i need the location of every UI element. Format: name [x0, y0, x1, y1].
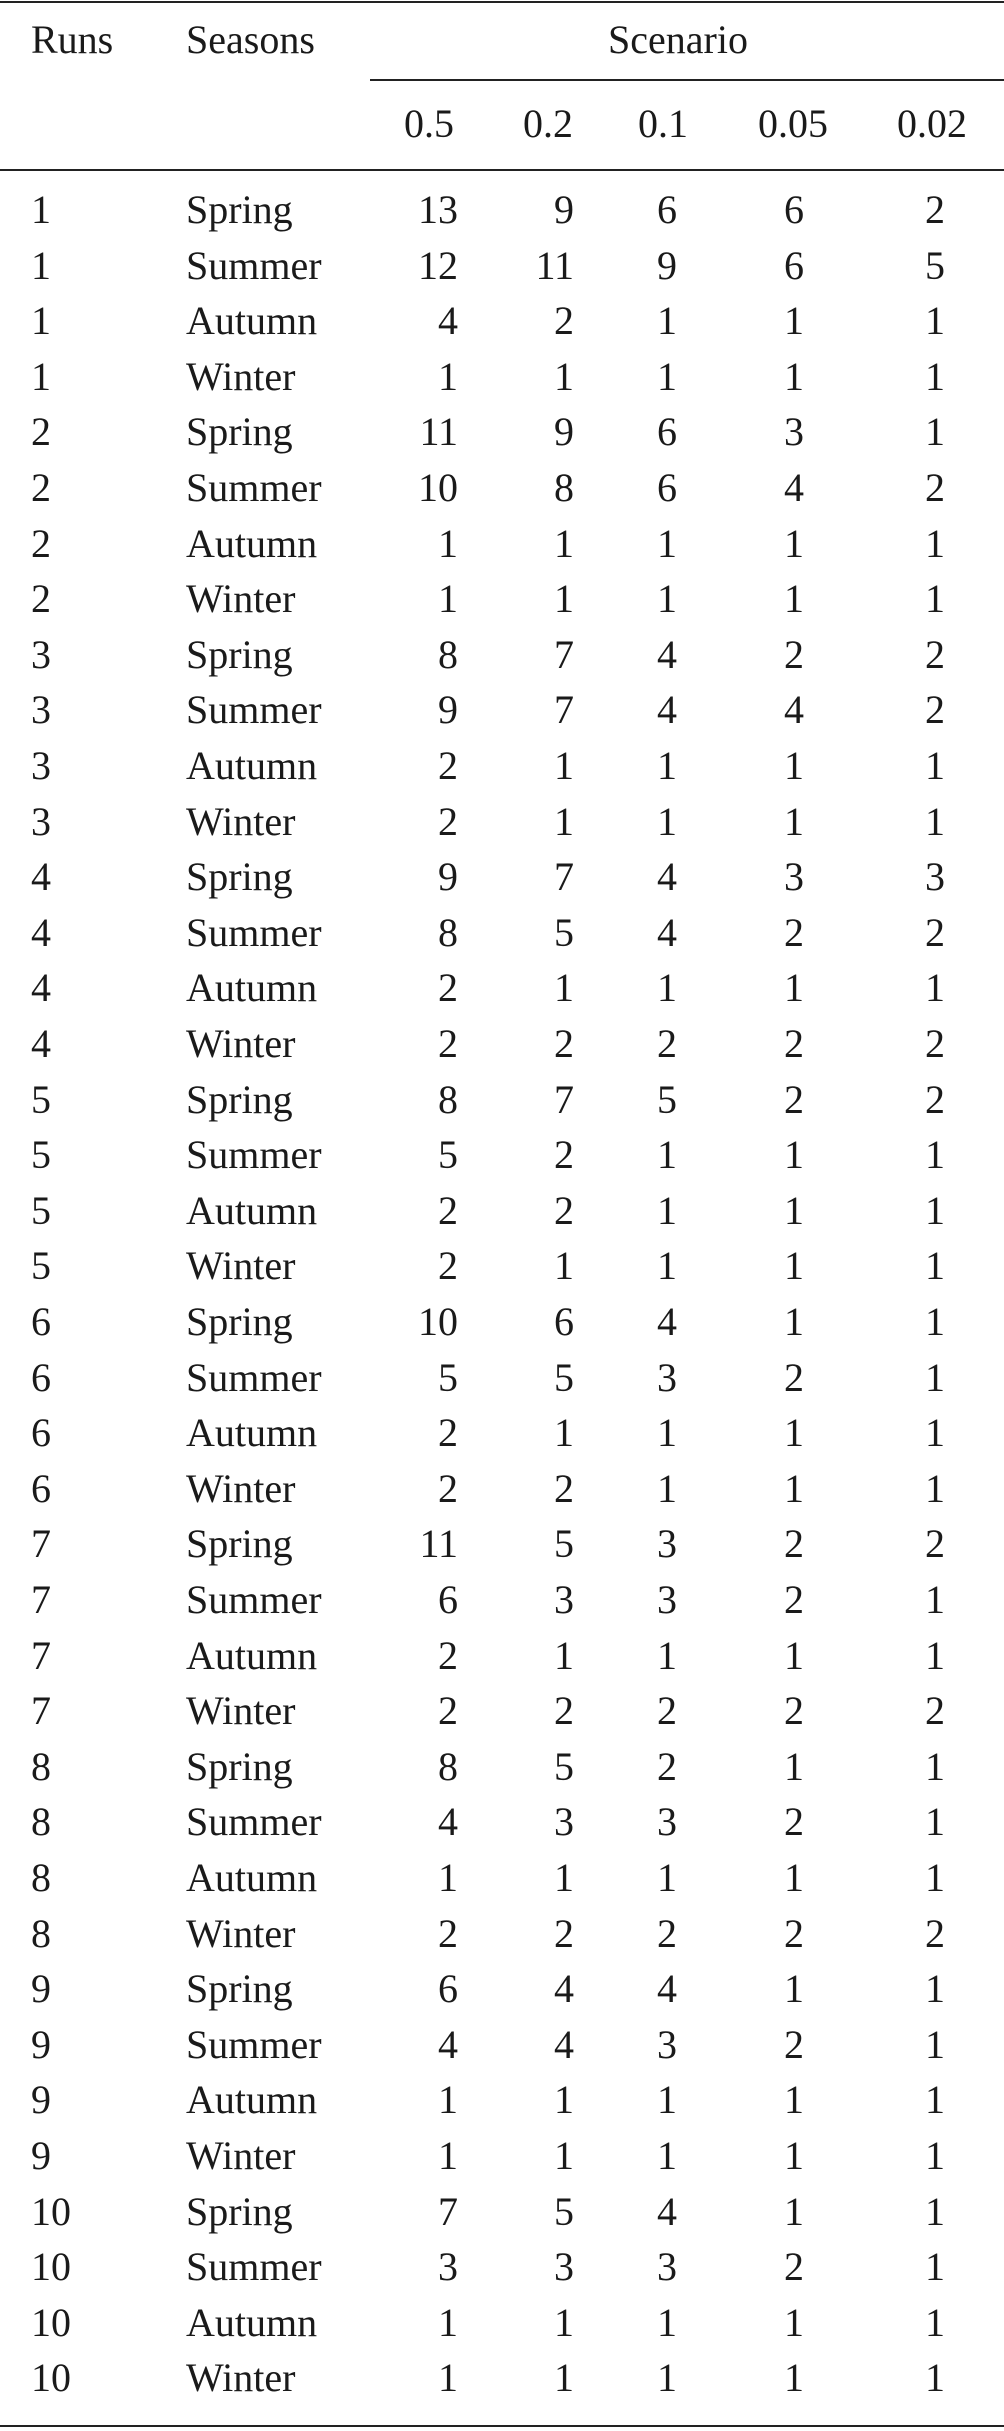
cell-scenario-0-5: 2 — [438, 743, 458, 788]
cell-scenario-0-02: 2 — [925, 632, 945, 677]
cell-scenario-0-05: 1 — [784, 1744, 804, 1789]
cell-season: Autumn — [186, 965, 318, 1010]
cell-scenario-0-1: 3 — [657, 1577, 677, 1622]
cell-scenario-0-02: 2 — [925, 687, 945, 732]
cell-season: Spring — [186, 187, 293, 232]
cell-scenario-0-05: 1 — [784, 1188, 804, 1233]
cell-scenario-0-1: 1 — [657, 743, 677, 788]
cell-scenario-0-02: 1 — [925, 2355, 945, 2400]
cell-scenario-0-2: 2 — [554, 298, 574, 343]
cell-scenario-0-1: 1 — [657, 1410, 677, 1455]
cell-season: Spring — [186, 1299, 293, 1344]
cell-scenario-0-5: 9 — [438, 687, 458, 732]
cell-scenario-0-1: 1 — [657, 1188, 677, 1233]
cell-scenario-0-05: 1 — [784, 1966, 804, 2011]
cell-scenario-0-2: 11 — [535, 243, 574, 288]
cell-scenario-0-5: 2 — [438, 1911, 458, 1956]
cell-scenario-0-05: 1 — [784, 2077, 804, 2122]
cell-runs: 5 — [31, 1243, 51, 1288]
cell-runs: 6 — [31, 1466, 51, 1511]
header-scenario-4: 0.02 — [897, 101, 967, 146]
cell-scenario-0-5: 8 — [438, 1077, 458, 1122]
cell-scenario-0-2: 1 — [554, 2133, 574, 2178]
cell-scenario-0-02: 1 — [925, 2133, 945, 2178]
cell-scenario-0-5: 2 — [438, 1188, 458, 1233]
cell-scenario-0-1: 1 — [657, 1466, 677, 1511]
cell-runs: 2 — [31, 576, 51, 621]
cell-runs: 7 — [31, 1688, 51, 1733]
cell-scenario-0-05: 6 — [784, 187, 804, 232]
cell-runs: 1 — [31, 187, 51, 232]
cell-scenario-0-5: 11 — [419, 1521, 458, 1566]
cell-scenario-0-5: 2 — [438, 1688, 458, 1733]
cell-scenario-0-02: 2 — [925, 187, 945, 232]
cell-runs: 1 — [31, 243, 51, 288]
cell-scenario-0-2: 7 — [554, 632, 574, 677]
cell-scenario-0-05: 3 — [784, 409, 804, 454]
cell-scenario-0-1: 1 — [657, 521, 677, 566]
header-scenario-1: 0.2 — [523, 101, 573, 146]
cell-scenario-0-05: 2 — [784, 1355, 804, 1400]
cell-runs: 10 — [31, 2244, 71, 2289]
cell-season: Summer — [186, 1577, 322, 1622]
cell-scenario-0-05: 2 — [784, 910, 804, 955]
cell-season: Winter — [186, 2355, 296, 2400]
cell-runs: 5 — [31, 1188, 51, 1233]
cell-season: Summer — [186, 687, 322, 732]
cell-season: Summer — [186, 2022, 322, 2067]
cell-scenario-0-02: 1 — [925, 965, 945, 1010]
cell-season: Winter — [186, 1466, 296, 1511]
cell-scenario-0-2: 8 — [554, 465, 574, 510]
cell-scenario-0-02: 1 — [925, 1966, 945, 2011]
cell-scenario-0-2: 4 — [554, 1966, 574, 2011]
cell-scenario-0-05: 1 — [784, 576, 804, 621]
cell-scenario-0-2: 5 — [554, 1521, 574, 1566]
cell-runs: 8 — [31, 1799, 51, 1844]
cell-scenario-0-02: 1 — [925, 1299, 945, 1344]
cell-scenario-0-02: 2 — [925, 910, 945, 955]
cell-scenario-0-5: 7 — [438, 2189, 458, 2234]
cell-scenario-0-05: 6 — [784, 243, 804, 288]
cell-scenario-0-1: 3 — [657, 1799, 677, 1844]
cell-scenario-0-2: 7 — [554, 687, 574, 732]
cell-season: Winter — [186, 2133, 296, 2178]
cell-scenario-0-02: 1 — [925, 1855, 945, 1900]
cell-scenario-0-5: 5 — [438, 1132, 458, 1177]
cell-scenario-0-1: 1 — [657, 1132, 677, 1177]
header-scenario-3: 0.05 — [758, 101, 828, 146]
cell-runs: 4 — [31, 965, 51, 1010]
cell-scenario-0-1: 1 — [657, 799, 677, 844]
cell-season: Spring — [186, 1521, 293, 1566]
cell-scenario-0-5: 3 — [438, 2244, 458, 2289]
header-scenario-2: 0.1 — [638, 101, 688, 146]
cell-season: Winter — [186, 1911, 296, 1956]
cell-scenario-0-02: 1 — [925, 354, 945, 399]
cell-scenario-0-02: 1 — [925, 743, 945, 788]
cell-season: Summer — [186, 1355, 322, 1400]
cell-scenario-0-1: 4 — [657, 687, 677, 732]
cell-scenario-0-05: 1 — [784, 965, 804, 1010]
cell-runs: 4 — [31, 854, 51, 899]
cell-scenario-0-5: 8 — [438, 1744, 458, 1789]
cell-scenario-0-2: 2 — [554, 1688, 574, 1733]
cell-scenario-0-1: 4 — [657, 1299, 677, 1344]
cell-runs: 7 — [31, 1521, 51, 1566]
cell-scenario-0-02: 1 — [925, 799, 945, 844]
cell-runs: 7 — [31, 1577, 51, 1622]
cell-scenario-0-05: 1 — [784, 2300, 804, 2345]
cell-scenario-0-5: 13 — [418, 187, 458, 232]
cell-season: Spring — [186, 632, 293, 677]
cell-scenario-0-1: 4 — [657, 1966, 677, 2011]
cell-scenario-0-1: 2 — [657, 1688, 677, 1733]
cell-scenario-0-2: 5 — [554, 2189, 574, 2234]
cell-scenario-0-02: 3 — [925, 854, 945, 899]
cell-scenario-0-05: 1 — [784, 2355, 804, 2400]
cell-scenario-0-05: 1 — [784, 743, 804, 788]
cell-scenario-0-5: 4 — [438, 1799, 458, 1844]
cell-season: Winter — [186, 576, 296, 621]
cell-season: Winter — [186, 1021, 296, 1066]
cell-scenario-0-02: 1 — [925, 521, 945, 566]
cell-scenario-0-05: 1 — [784, 2189, 804, 2234]
cell-scenario-0-5: 2 — [438, 965, 458, 1010]
cell-runs: 8 — [31, 1855, 51, 1900]
cell-scenario-0-1: 1 — [657, 1855, 677, 1900]
cell-scenario-0-02: 1 — [925, 1243, 945, 1288]
cell-runs: 6 — [31, 1355, 51, 1400]
cell-scenario-0-2: 3 — [554, 1799, 574, 1844]
cell-scenario-0-2: 1 — [554, 576, 574, 621]
cell-scenario-0-05: 1 — [784, 521, 804, 566]
cell-season: Summer — [186, 2244, 322, 2289]
cell-scenario-0-02: 2 — [925, 1021, 945, 1066]
cell-season: Summer — [186, 1132, 322, 1177]
cell-scenario-0-1: 2 — [657, 1021, 677, 1066]
cell-scenario-0-02: 1 — [925, 1577, 945, 1622]
cell-runs: 3 — [31, 687, 51, 732]
header-seasons: Seasons — [186, 17, 315, 62]
cell-scenario-0-1: 1 — [657, 2355, 677, 2400]
cell-scenario-0-02: 2 — [925, 1077, 945, 1122]
header-scenario-0: 0.5 — [404, 101, 454, 146]
cell-runs: 7 — [31, 1633, 51, 1678]
cell-scenario-0-02: 1 — [925, 576, 945, 621]
cell-runs: 10 — [31, 2300, 71, 2345]
cell-season: Autumn — [186, 1410, 318, 1455]
cell-scenario-0-5: 2 — [438, 799, 458, 844]
cell-season: Spring — [186, 1966, 293, 2011]
cell-scenario-0-05: 1 — [784, 799, 804, 844]
cell-runs: 9 — [31, 2133, 51, 2178]
bottom-rule — [0, 2425, 1004, 2427]
cell-season: Autumn — [186, 1855, 318, 1900]
cell-scenario-0-2: 1 — [554, 521, 574, 566]
cell-scenario-0-1: 3 — [657, 2022, 677, 2067]
cell-scenario-0-05: 2 — [784, 1577, 804, 1622]
cell-scenario-0-05: 2 — [784, 1688, 804, 1733]
cell-season: Autumn — [186, 743, 318, 788]
cell-scenario-0-2: 1 — [554, 1410, 574, 1455]
cell-scenario-0-5: 5 — [438, 1355, 458, 1400]
cell-scenario-0-2: 9 — [554, 187, 574, 232]
cell-scenario-0-02: 1 — [925, 1744, 945, 1789]
cell-scenario-0-2: 9 — [554, 409, 574, 454]
cell-scenario-0-2: 1 — [554, 1633, 574, 1678]
cell-scenario-0-2: 1 — [554, 2300, 574, 2345]
cell-scenario-0-02: 1 — [925, 1799, 945, 1844]
cell-scenario-0-2: 5 — [554, 1744, 574, 1789]
cell-scenario-0-02: 1 — [925, 1633, 945, 1678]
cell-scenario-0-02: 1 — [925, 2022, 945, 2067]
cell-runs: 4 — [31, 910, 51, 955]
cell-scenario-0-2: 1 — [554, 2355, 574, 2400]
cell-scenario-0-1: 3 — [657, 1355, 677, 1400]
cell-runs: 2 — [31, 521, 51, 566]
cell-scenario-0-2: 2 — [554, 1021, 574, 1066]
cell-scenario-0-5: 11 — [419, 409, 458, 454]
cell-scenario-0-5: 4 — [438, 298, 458, 343]
cell-runs: 9 — [31, 2022, 51, 2067]
cell-runs: 6 — [31, 1410, 51, 1455]
cell-scenario-0-5: 1 — [438, 2133, 458, 2178]
cell-scenario-0-2: 1 — [554, 799, 574, 844]
cell-scenario-0-1: 2 — [657, 1744, 677, 1789]
scenario-span-rule — [370, 79, 1004, 81]
cell-scenario-0-1: 1 — [657, 965, 677, 1010]
cell-scenario-0-02: 1 — [925, 298, 945, 343]
cell-scenario-0-05: 3 — [784, 854, 804, 899]
cell-scenario-0-5: 8 — [438, 632, 458, 677]
cell-scenario-0-5: 1 — [438, 1855, 458, 1900]
cell-scenario-0-1: 1 — [657, 298, 677, 343]
cell-season: Spring — [186, 1077, 293, 1122]
cell-scenario-0-5: 1 — [438, 576, 458, 621]
cell-season: Spring — [186, 2189, 293, 2234]
header-runs: Runs — [31, 17, 114, 62]
cell-scenario-0-05: 1 — [784, 354, 804, 399]
cell-scenario-0-1: 3 — [657, 2244, 677, 2289]
cell-season: Spring — [186, 854, 293, 899]
cell-scenario-0-05: 2 — [784, 2244, 804, 2289]
cell-scenario-0-5: 1 — [438, 2300, 458, 2345]
cell-scenario-0-02: 1 — [925, 1132, 945, 1177]
cell-runs: 3 — [31, 799, 51, 844]
cell-season: Autumn — [186, 1633, 318, 1678]
cell-season: Winter — [186, 1688, 296, 1733]
cell-scenario-0-05: 4 — [784, 465, 804, 510]
cell-scenario-0-1: 4 — [657, 854, 677, 899]
cell-season: Summer — [186, 910, 322, 955]
cell-scenario-0-5: 2 — [438, 1021, 458, 1066]
cell-scenario-0-2: 1 — [554, 743, 574, 788]
cell-runs: 2 — [31, 465, 51, 510]
cell-scenario-0-5: 1 — [438, 2355, 458, 2400]
cell-scenario-0-5: 10 — [418, 465, 458, 510]
cell-scenario-0-2: 2 — [554, 1188, 574, 1233]
cell-season: Winter — [186, 799, 296, 844]
cell-scenario-0-2: 2 — [554, 1132, 574, 1177]
cell-scenario-0-1: 4 — [657, 910, 677, 955]
cell-scenario-0-05: 2 — [784, 1799, 804, 1844]
cell-scenario-0-2: 7 — [554, 854, 574, 899]
cell-scenario-0-1: 1 — [657, 1243, 677, 1288]
cell-scenario-0-2: 3 — [554, 2244, 574, 2289]
cell-scenario-0-5: 6 — [438, 1966, 458, 2011]
cell-season: Summer — [186, 243, 322, 288]
cell-scenario-0-5: 1 — [438, 521, 458, 566]
cell-season: Autumn — [186, 2300, 318, 2345]
cell-scenario-0-05: 1 — [784, 1410, 804, 1455]
cell-runs: 3 — [31, 743, 51, 788]
cell-scenario-0-1: 1 — [657, 2133, 677, 2178]
cell-scenario-0-05: 2 — [784, 2022, 804, 2067]
cell-scenario-0-2: 5 — [554, 910, 574, 955]
cell-scenario-0-02: 1 — [925, 2300, 945, 2345]
cell-season: Autumn — [186, 298, 318, 343]
cell-scenario-0-05: 2 — [784, 1911, 804, 1956]
cell-scenario-0-5: 12 — [418, 243, 458, 288]
cell-scenario-0-5: 6 — [438, 1577, 458, 1622]
cell-runs: 5 — [31, 1132, 51, 1177]
top-rule — [0, 1, 1004, 3]
cell-scenario-0-05: 2 — [784, 632, 804, 677]
cell-scenario-0-2: 2 — [554, 1466, 574, 1511]
cell-season: Autumn — [186, 1188, 318, 1233]
cell-runs: 1 — [31, 298, 51, 343]
cell-scenario-0-2: 1 — [554, 1855, 574, 1900]
cell-season: Winter — [186, 354, 296, 399]
cell-season: Spring — [186, 409, 293, 454]
cell-scenario-0-05: 1 — [784, 2133, 804, 2178]
cell-scenario-0-1: 6 — [657, 465, 677, 510]
cell-scenario-0-2: 1 — [554, 2077, 574, 2122]
cell-scenario-0-5: 4 — [438, 2022, 458, 2067]
cell-scenario-0-02: 2 — [925, 1688, 945, 1733]
cell-runs: 9 — [31, 2077, 51, 2122]
cell-scenario-0-5: 2 — [438, 1633, 458, 1678]
cell-scenario-0-1: 1 — [657, 354, 677, 399]
cell-scenario-0-05: 1 — [784, 1466, 804, 1511]
cell-runs: 3 — [31, 632, 51, 677]
cell-runs: 1 — [31, 354, 51, 399]
cell-scenario-0-2: 2 — [554, 1911, 574, 1956]
cell-scenario-0-1: 2 — [657, 1911, 677, 1956]
cell-scenario-0-5: 1 — [438, 354, 458, 399]
cell-season: Summer — [186, 1799, 322, 1844]
cell-scenario-0-1: 3 — [657, 1521, 677, 1566]
cell-season: Summer — [186, 465, 322, 510]
cell-scenario-0-1: 4 — [657, 632, 677, 677]
cell-scenario-0-05: 2 — [784, 1521, 804, 1566]
cell-runs: 8 — [31, 1744, 51, 1789]
cell-scenario-0-2: 5 — [554, 1355, 574, 1400]
cell-scenario-0-2: 4 — [554, 2022, 574, 2067]
cell-scenario-0-1: 9 — [657, 243, 677, 288]
cell-scenario-0-1: 6 — [657, 187, 677, 232]
cell-scenario-0-05: 2 — [784, 1077, 804, 1122]
cell-runs: 8 — [31, 1911, 51, 1956]
cell-scenario-0-05: 1 — [784, 1855, 804, 1900]
cell-scenario-0-2: 1 — [554, 1243, 574, 1288]
header-rule — [0, 169, 1004, 171]
cell-scenario-0-02: 1 — [925, 1355, 945, 1400]
cell-scenario-0-2: 6 — [554, 1299, 574, 1344]
cell-scenario-0-02: 2 — [925, 1911, 945, 1956]
cell-scenario-0-2: 3 — [554, 1577, 574, 1622]
cell-scenario-0-2: 1 — [554, 965, 574, 1010]
cell-scenario-0-05: 1 — [784, 1299, 804, 1344]
cell-scenario-0-05: 4 — [784, 687, 804, 732]
cell-scenario-0-1: 4 — [657, 2189, 677, 2234]
cell-scenario-0-5: 2 — [438, 1466, 458, 1511]
cell-runs: 4 — [31, 1021, 51, 1066]
cell-runs: 2 — [31, 409, 51, 454]
header-scenario: Scenario — [608, 17, 748, 62]
cell-scenario-0-02: 5 — [925, 243, 945, 288]
cell-scenario-0-02: 1 — [925, 409, 945, 454]
cell-scenario-0-05: 2 — [784, 1021, 804, 1066]
cell-scenario-0-05: 1 — [784, 298, 804, 343]
cell-scenario-0-02: 1 — [925, 1410, 945, 1455]
cell-runs: 10 — [31, 2189, 71, 2234]
cell-scenario-0-02: 1 — [925, 2244, 945, 2289]
cell-scenario-0-1: 1 — [657, 576, 677, 621]
cell-runs: 6 — [31, 1299, 51, 1344]
cell-season: Autumn — [186, 2077, 318, 2122]
cell-scenario-0-02: 1 — [925, 1188, 945, 1233]
cell-scenario-0-1: 1 — [657, 2300, 677, 2345]
cell-scenario-0-2: 1 — [554, 354, 574, 399]
cell-scenario-0-5: 2 — [438, 1243, 458, 1288]
cell-scenario-0-1: 6 — [657, 409, 677, 454]
cell-scenario-0-02: 2 — [925, 465, 945, 510]
cell-scenario-0-5: 8 — [438, 910, 458, 955]
cell-scenario-0-1: 1 — [657, 2077, 677, 2122]
cell-scenario-0-5: 2 — [438, 1410, 458, 1455]
cell-scenario-0-02: 2 — [925, 1521, 945, 1566]
cell-scenario-0-05: 1 — [784, 1633, 804, 1678]
cell-scenario-0-5: 1 — [438, 2077, 458, 2122]
cell-season: Spring — [186, 1744, 293, 1789]
cell-scenario-0-02: 1 — [925, 2189, 945, 2234]
cell-scenario-0-5: 9 — [438, 854, 458, 899]
cell-scenario-0-2: 7 — [554, 1077, 574, 1122]
cell-scenario-0-05: 1 — [784, 1243, 804, 1288]
cell-runs: 10 — [31, 2355, 71, 2400]
cell-scenario-0-5: 10 — [418, 1299, 458, 1344]
cell-runs: 9 — [31, 1966, 51, 2011]
cell-runs: 5 — [31, 1077, 51, 1122]
cell-scenario-0-02: 1 — [925, 2077, 945, 2122]
cell-scenario-0-05: 1 — [784, 1132, 804, 1177]
cell-season: Winter — [186, 1243, 296, 1288]
cell-scenario-0-1: 1 — [657, 1633, 677, 1678]
cell-scenario-0-02: 1 — [925, 1466, 945, 1511]
cell-season: Autumn — [186, 521, 318, 566]
cell-scenario-0-1: 5 — [657, 1077, 677, 1122]
